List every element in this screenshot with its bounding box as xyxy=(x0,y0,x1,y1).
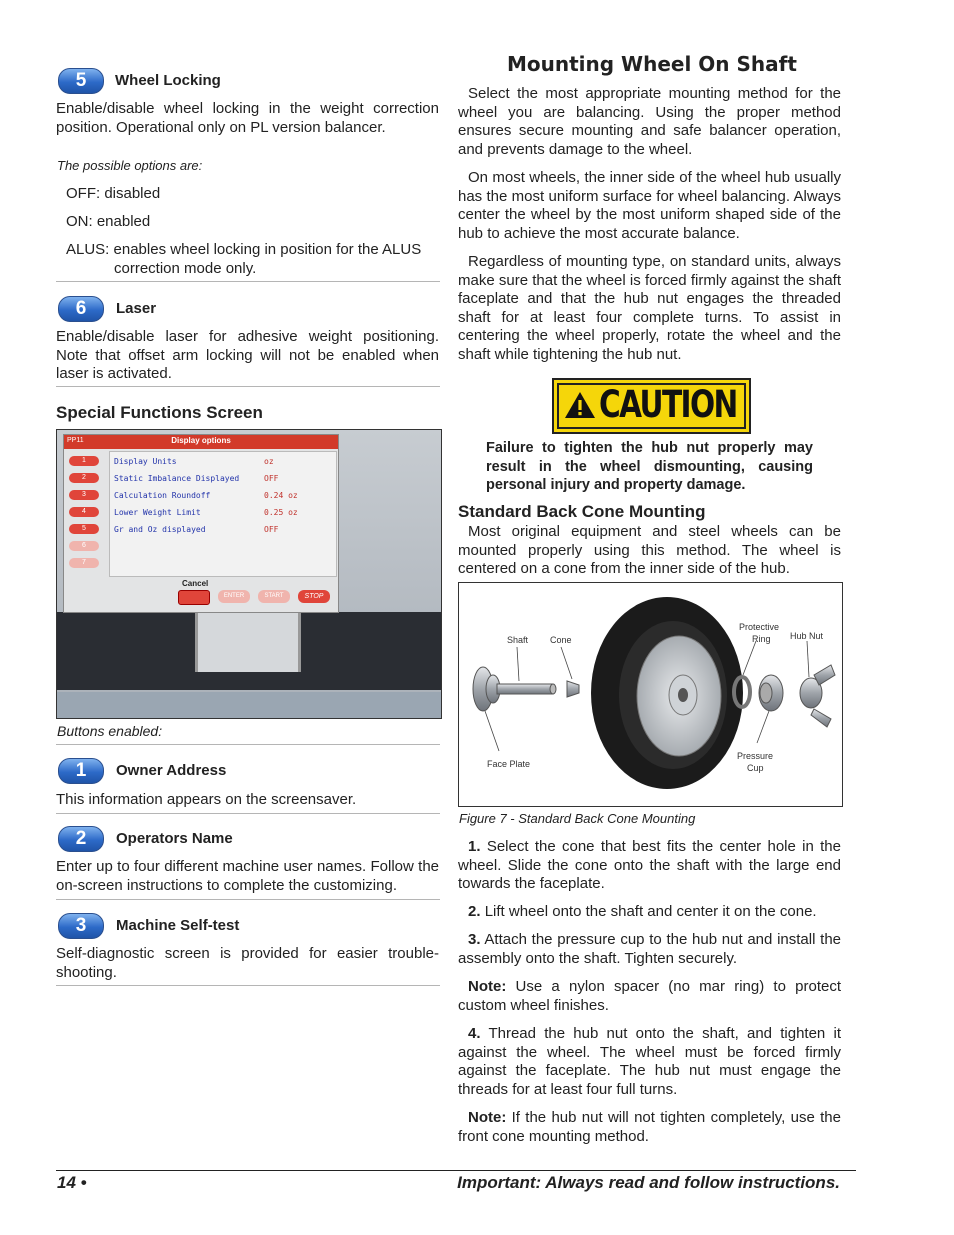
row-value: OFF xyxy=(264,525,279,534)
figure-back-cone xyxy=(458,582,843,807)
row-value: oz xyxy=(264,457,274,466)
step-3: 3. Attach the pressure cup to the hub nut and install the assembly onto the shaft. Tighten securely. xyxy=(458,931,841,967)
label-cup: Cup xyxy=(747,763,764,773)
laser-title: Laser xyxy=(116,300,157,317)
row-label: Display Units xyxy=(114,457,177,466)
page-number: 14 • xyxy=(57,1173,87,1192)
section-number-badge: 1 xyxy=(58,758,104,784)
row-value: 0.24 oz xyxy=(264,491,298,500)
cancel-label: Cancel xyxy=(182,579,209,588)
divider xyxy=(56,899,440,900)
enter-button[interactable]: ENTER xyxy=(218,590,250,603)
option-button-2[interactable]: 2 xyxy=(69,473,99,483)
wheel-locking-text: Enable/disable wheel locking in the weight correction position. Operational only on PL version balancer. xyxy=(56,100,439,136)
option-button-1[interactable]: 1 xyxy=(69,456,99,466)
row-label: Static Imbalance Displayed xyxy=(114,474,240,483)
display-options-dialog xyxy=(63,434,339,613)
special-functions-heading: Special Functions Screen xyxy=(56,403,263,422)
label-pressure: Pressure xyxy=(737,751,774,761)
laser-text: Enable/disable laser for adhesive weight positioning. Note that offset arm locking will not be enabled when laser is activated. xyxy=(56,328,439,383)
hub-paragraph: On most wheels, the inner side of the wheel hub usually has the most uniform surface for wheel balancing. Always center the wheel by the most uniform shaped side of the hub to achieve the most accurate balance. xyxy=(458,169,841,242)
wheel-locking-title: Wheel Locking xyxy=(115,72,221,89)
divider xyxy=(56,744,440,745)
option-button-5[interactable]: 5 xyxy=(69,524,99,534)
option-button-7[interactable]: 7 xyxy=(69,558,99,568)
row-label: Calculation Roundoff xyxy=(114,491,211,500)
intro-paragraph: Select the most appropriate mounting method for the wheel you are balancing. Using the proper method ensures secure mounting and safe balancer operation, and prevents damage to the wheel. xyxy=(458,85,841,158)
option-button-4[interactable]: 4 xyxy=(69,507,99,517)
section-number-badge: 3 xyxy=(58,913,104,939)
option-button-3[interactable]: 3 xyxy=(69,490,99,500)
option-on: ON: enabled xyxy=(66,213,151,230)
option-button-6[interactable]: 6 xyxy=(69,541,99,551)
step-4: 4. Thread the hub nut onto the shaft, and tighten it against the wheel. The wheel must be forced firmly against the faceplate. The hub nut must engage the threads for at least four full turns. xyxy=(458,1025,841,1098)
operators-name-text: Enter up to four different machine user names. Follow the on-screen instructions to complete the customizing. xyxy=(56,858,439,894)
label-protective: Protective xyxy=(739,622,780,632)
option-alus: ALUS: enables wheel locking in position for the ALUS xyxy=(66,241,422,258)
owner-address-text: This information appears on the screensaver. xyxy=(56,791,357,808)
option-alus-cont: correction mode only. xyxy=(114,260,257,277)
caution-text: Failure to tighten the hub nut properly may result in the wheel dismounting, causing personal injury and property damage. xyxy=(486,440,813,494)
step-2: 2. Lift wheel onto the shaft and center it on the cone. xyxy=(468,903,817,920)
note-2: Note: If the hub nut will not tighten completely, use the front cone mounting method. xyxy=(458,1109,841,1145)
footer-rule xyxy=(56,1170,856,1171)
cancel-button[interactable] xyxy=(178,590,210,605)
note-1: Note: Use a nylon spacer (no mar ring) to protect custom wheel finishes. xyxy=(458,978,842,1014)
figure-caption: Figure 7 - Standard Back Cone Mounting xyxy=(459,811,696,826)
warning-icon xyxy=(564,391,596,419)
self-test-text: Self-diagnostic screen is provided for easier trouble-shooting. xyxy=(56,945,439,981)
caution-label: CAUTION xyxy=(599,383,737,426)
caution-sign xyxy=(552,378,751,434)
owner-address-title: Owner Address xyxy=(116,762,227,779)
stop-button[interactable]: STOP xyxy=(298,590,330,603)
mounting-type-paragraph: Regardless of mounting type, on standard units, always make sure that the wheel is forced firmly against the shaft faceplate and that the hub nut engages the threaded shaft for at least four complete turns. To assist in centering the wheel properly, rotate the wheel and the shaft while tightening the hub nut. xyxy=(458,253,841,363)
label-face-plate: Face Plate xyxy=(487,759,531,769)
screen-corner-label: PP11 xyxy=(67,437,84,444)
dialog-title: Display options xyxy=(171,436,231,445)
divider xyxy=(56,985,440,986)
display-options-screenshot xyxy=(56,429,442,719)
label-cone: Cone xyxy=(550,635,572,645)
divider xyxy=(56,386,440,387)
divider xyxy=(56,281,440,282)
mounting-heading: Mounting Wheel On Shaft xyxy=(507,52,797,76)
row-label: Lower Weight Limit xyxy=(114,508,201,517)
label-ring: Ring xyxy=(752,634,771,644)
back-cone-text: Most original equipment and steel wheels can be mounted properly using this method. The wheel is centered on a cone from the inner side of the hub. xyxy=(458,523,841,578)
row-label: Gr and Oz displayed xyxy=(114,525,206,534)
start-button[interactable]: START xyxy=(258,590,290,603)
section-number-badge: 2 xyxy=(58,826,104,852)
mounting-diagram xyxy=(459,583,842,806)
divider xyxy=(56,813,440,814)
option-off: OFF: disabled xyxy=(66,185,161,202)
back-cone-heading: Standard Back Cone Mounting xyxy=(458,502,706,521)
self-test-title: Machine Self-test xyxy=(116,917,240,934)
row-value: OFF xyxy=(264,474,279,483)
row-value: 0.25 oz xyxy=(264,508,298,517)
section-number-badge: 5 xyxy=(58,68,104,94)
operators-name-title: Operators Name xyxy=(116,830,233,847)
label-hub-nut: Hub Nut xyxy=(790,631,824,641)
step-1: 1. Select the cone that best fits the center hole in the wheel. Slide the cone onto the shaft with the large end towards the faceplate. xyxy=(458,838,841,893)
section-number-badge: 6 xyxy=(58,296,104,322)
buttons-enabled-label: Buttons enabled: xyxy=(57,723,163,739)
label-shaft: Shaft xyxy=(507,635,529,645)
options-intro: The possible options are: xyxy=(57,158,203,173)
footer-note: Important: Always read and follow instructions. xyxy=(457,1173,840,1192)
